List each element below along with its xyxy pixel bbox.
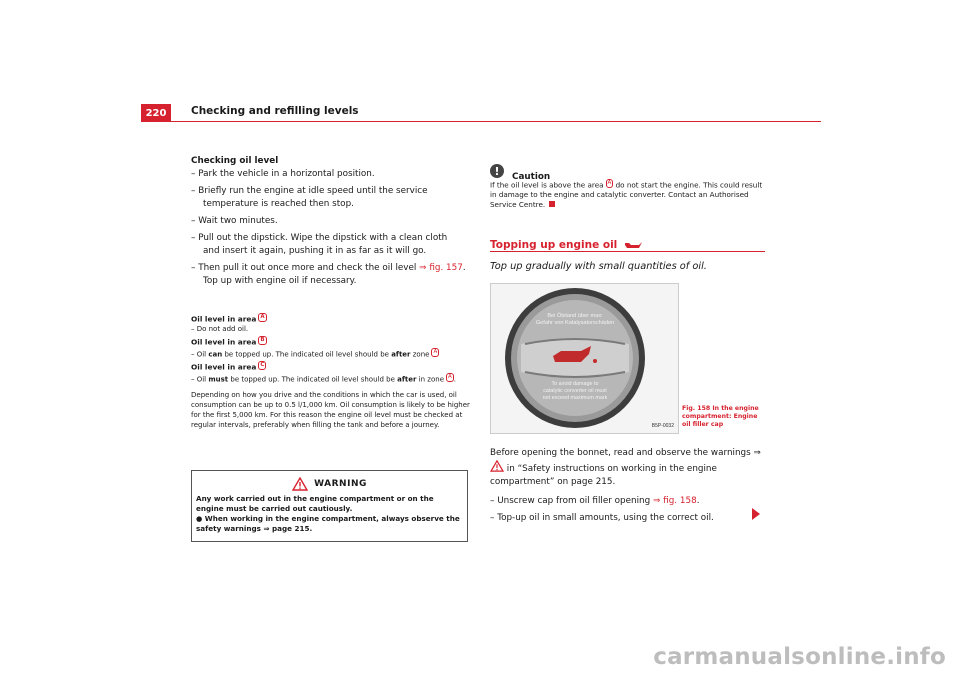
header-rule [141,121,821,122]
watermark: carmanualsonline.info [653,644,946,670]
step-text: – Then pull it out once more and check the oil level [191,263,417,273]
next-page-arrow-icon[interactable] [752,508,760,520]
before-opening-text: Before opening the bonnet, read and observe the warnings ⇒ in “Safety instructions on working in the engine compartment” on page 215. [490,448,761,487]
oil-level-areas [191,313,471,430]
left-column [191,155,466,292]
badge-a: A [433,348,438,355]
page-number: 220 [141,104,171,122]
end-marker-icon [549,201,555,207]
cap-text-de-1: Bei Ölstand über max: [547,313,603,319]
warning-bullet: ● When working in the engine compartment, always observe the safety warnings ⇒ page 215. [196,514,460,533]
step-item: – Top-up oil in small amounts, using the correct oil. [490,513,714,523]
bullet-icon: ● [196,514,203,523]
area-a-title: Oil level in area A [191,314,265,324]
figure-caption: Fig. 158 In the engine compartment: Engine oil filler cap [682,405,759,428]
warning-body [192,491,467,534]
cap-text-en-2: catalytic converter oil must [543,388,607,394]
area-b-title: Oil level in area B [191,337,265,347]
section-subtitle: Top up gradually with small quantities of oil. [490,261,707,272]
caution-title: Caution [512,172,551,182]
warning-triangle-icon [490,460,504,472]
step-text-end: . Top up with engine oil if necessary. [203,263,466,286]
cap-text-de-2: Gefahr von Katalysatorschäden [535,320,615,326]
warning-title: WARNING [314,479,367,489]
caution-icon: ! [490,164,504,178]
figure-link[interactable]: ⇒ fig. 157 [419,263,463,273]
step-item: – Pull out the dipstick. Wipe the dipstick with a clean cloth and insert it again, pushing it in as far as it will go. [191,233,448,256]
oil-filler-cap-photo [490,283,679,434]
page-link[interactable]: ⇒ page 215. [263,524,313,533]
step-item: – Wait two minutes. [191,216,278,226]
figure-link[interactable]: ⇒ fig. 158 [653,496,697,506]
step-item: – Unscrew cap from oil filler opening ⇒ fig. 158. [490,496,700,506]
step-item: – Briefly run the engine at idle speed until the service temperature is reached then stop. [191,186,428,209]
warning-line: Any work carried out in the engine compartment or on the engine must be carried out cautiously. [196,494,434,513]
consumption-paragraph: Depending on how you drive and the conditions in which the car is used, oil consumption can be up to 0.5 l/1,000 km. Oil consumption is likely to be higher for the first 5,000 km. For this reason the engine oil level must be checked at regular intervals, preferably when filling the tank and before a journey. [191,391,470,430]
area-c-title: Oil level in area C [191,362,265,372]
warning-header [192,477,467,491]
cap-text-en-1: To avoid damage to [551,381,599,387]
photo-code: B5P-0032 [651,423,674,429]
cap-text-en-3: not exceed maximum mark [542,395,608,401]
area-b-item: – Oil can be topped up. The indicated oil level should be after zone A [191,348,438,359]
badge-a: A [607,180,612,186]
step-item: – Park the vehicle in a horizontal position. [191,169,375,179]
step-item [191,262,466,288]
right-body [490,447,765,529]
section-rule [490,251,765,252]
section-heading: Checking oil level [191,156,279,166]
page-header-title: Checking and refilling levels [191,105,359,117]
badge-c: C [260,362,265,369]
badge-a: A [448,373,452,380]
warning-triangle-icon [292,477,308,491]
area-a-item: – Do not add oil. [191,325,249,334]
section-title: Topping up engine oil [490,239,618,251]
badge-b: B [260,337,265,344]
caution-text: If the oil level is above the area A do not start the engine. This could result in damage to the engine and catalytic converter. Contact an Authorised Service Centre. [490,180,763,210]
warning-box [191,470,468,542]
oil-can-icon [623,240,643,250]
section-title-row [490,239,643,251]
area-c-item: – Oil must be topped up. The indicated oil level should be after in zone A . [191,373,456,384]
badge-a: A [260,314,265,320]
